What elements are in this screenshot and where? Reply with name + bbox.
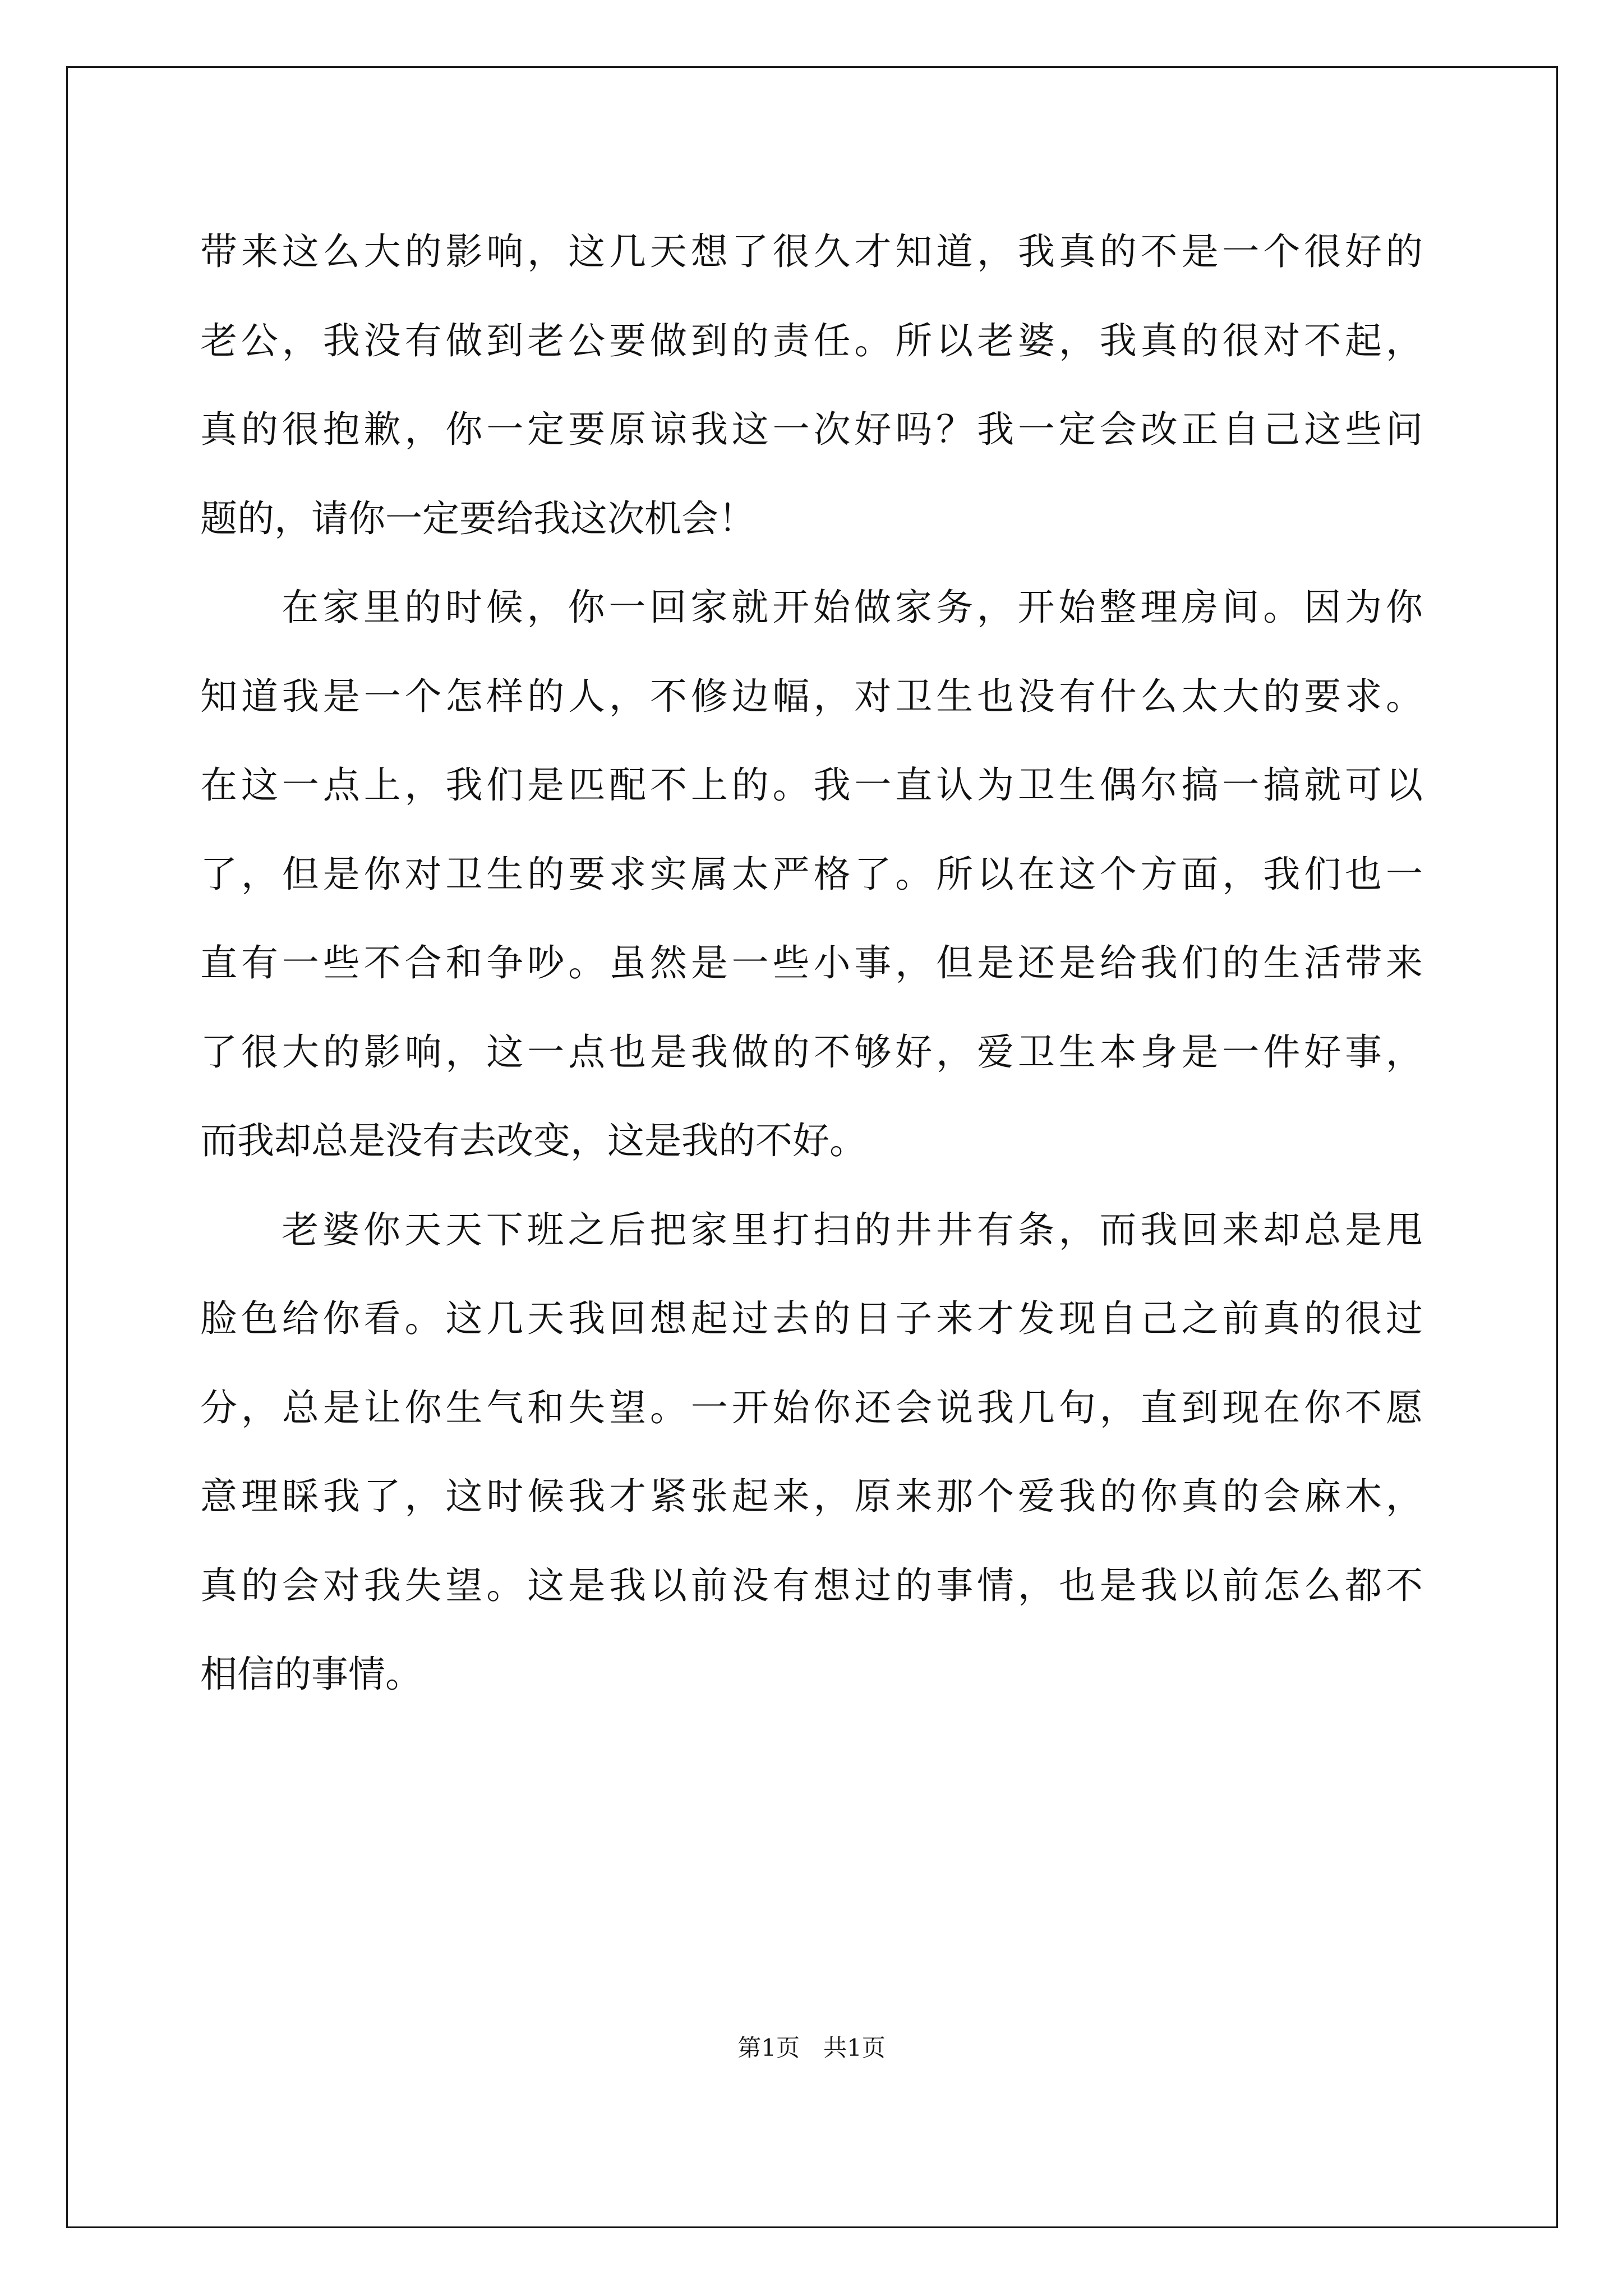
paragraph [200,1186,1423,1719]
text-line: 带来这么大的影响，这几天想了很久才知道，我真的不是一个很好的 [200,230,1423,273]
text-line: 真的很抱歉，你一定要原谅我这一次好吗？我一定会改正自己这些问 [200,408,1423,451]
text-line: 真的会对我失望。这是我以前没有想过的事情，也是我以前怎么都不 [200,1563,1423,1607]
text-line: 老公，我没有做到老公要做到的责任。所以老婆，我真的很对不起， [200,319,1423,362]
text-line: 直有一些不合和争吵。虽然是一些小事，但是还是给我们的生活带来 [200,941,1423,984]
text-line: 老婆你天天下班之后把家里打扫的井井有条，而我回来却总是甩 [282,1208,1423,1251]
text-line: 意理睬我了，这时候我才紧张起来，原来那个爱我的你真的会麻木， [200,1475,1423,1518]
page-number-footer: 第1页 共1页 [737,2034,886,2062]
text-line: 在这一点上，我们是匹配不上的。我一直认为卫生偶尔搞一搞就可以 [200,763,1423,807]
paragraph [200,563,1423,1186]
text-line: 分，总是让你生气和失望。一开始你还会说我几句，直到现在你不愿 [200,1386,1423,1429]
text-line: 了，但是你对卫生的要求实属太严格了。所以在这个方面，我们也一 [200,852,1423,896]
text-line: 题的，请你一定要给我这次机会！ [200,496,755,540]
paragraph [200,208,1423,563]
text-line: 脸色给你看。这几天我回想起过去的日子来才发现自己之前真的很过 [200,1297,1423,1340]
text-line: 在家里的时候，你一回家就开始做家务，开始整理房间。因为你 [282,586,1423,629]
text-line: 知道我是一个怎样的人，不修边幅，对卫生也没有什么太大的要求。 [200,674,1423,718]
document-body [200,208,1423,1719]
text-line: 了很大的影响，这一点也是我做的不够好，爱卫生本身是一件好事， [200,1030,1423,1074]
text-line: 相信的事情。 [200,1653,422,1696]
text-line: 而我却总是没有去改变，这是我的不好。 [200,1119,866,1162]
